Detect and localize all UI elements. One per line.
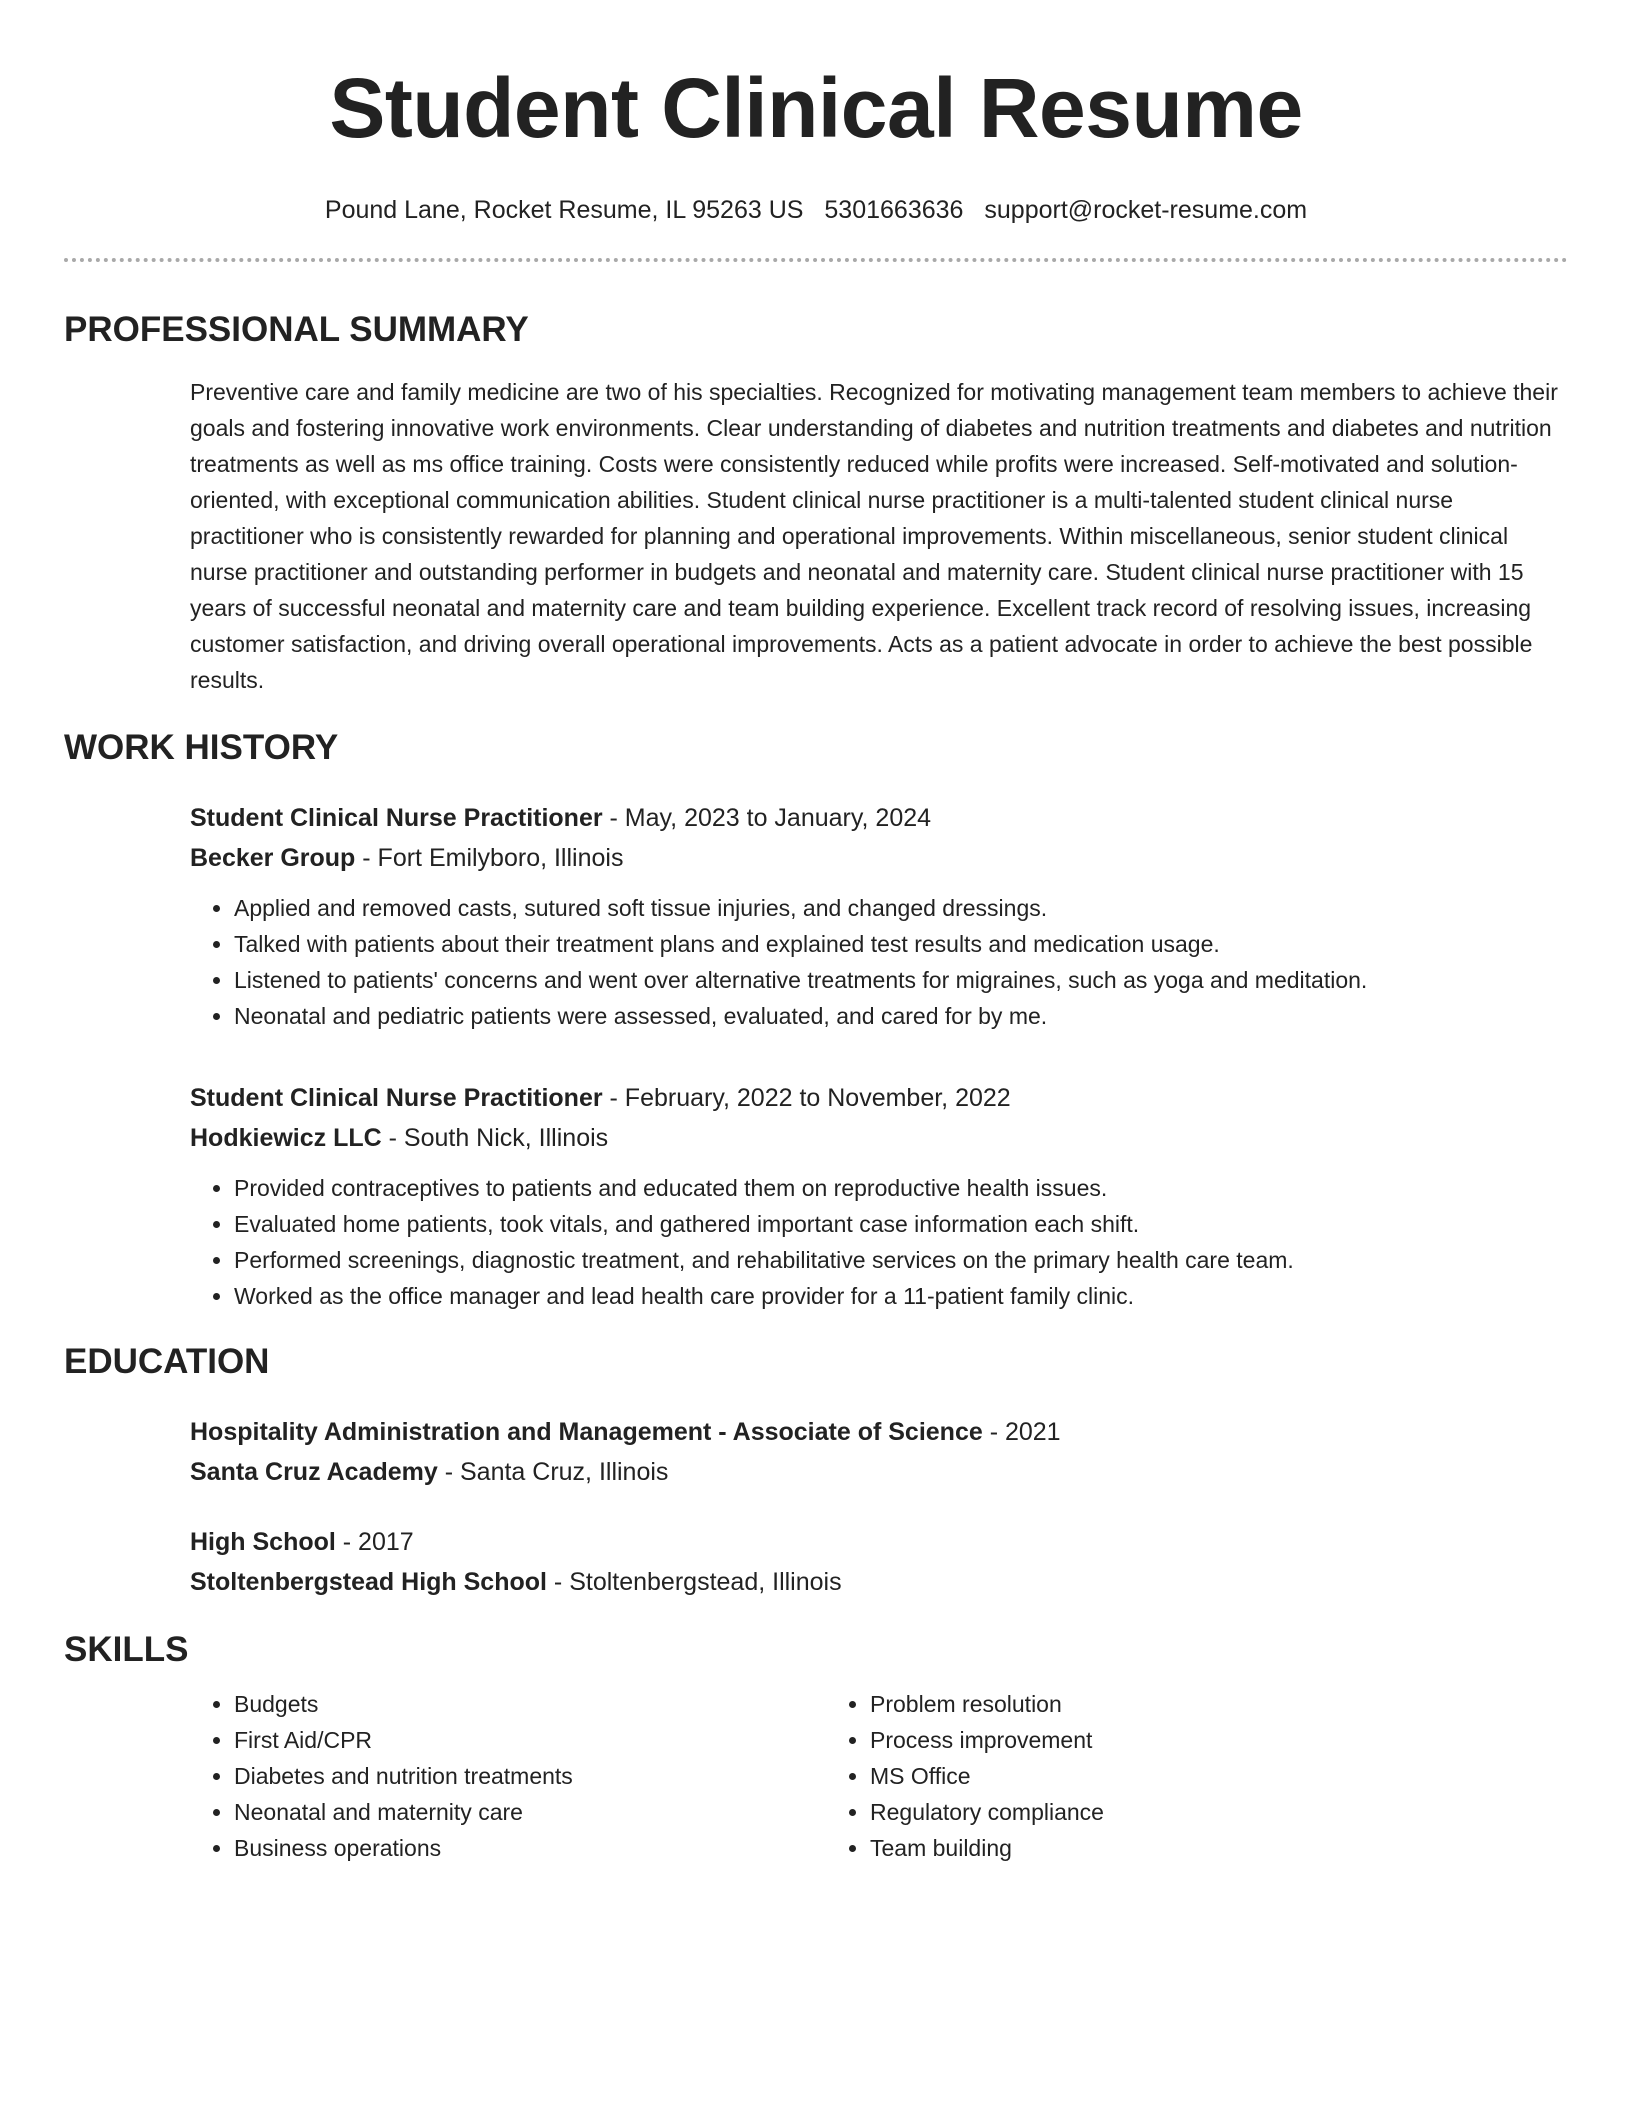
job-bullets xyxy=(190,1170,1568,1314)
degree-name: High School xyxy=(190,1528,336,1556)
job-bullet: • Listened to patients' concerns and went over alternative treatments for migraines, such as yoga and meditation. xyxy=(234,962,1568,998)
job-bullet: • Neonatal and pediatric patients were assessed, evaluated, and cared for by me. xyxy=(234,998,1568,1034)
skill-item: • Problem resolution xyxy=(870,1686,1462,1722)
job-bullet: • Talked with patients about their treatment plans and explained test results and medication usage. xyxy=(234,926,1568,962)
skill-item: • Business operations xyxy=(234,1830,826,1866)
work-history-section xyxy=(190,798,1568,1314)
job-title: Student Clinical Nurse Practitioner xyxy=(190,804,603,832)
degree-name: Hospitality Administration and Management - Associate of Science xyxy=(190,1418,983,1446)
job-company-line xyxy=(190,838,1568,878)
summary-text: Preventive care and family medicine are two of his specialties. Recognized for motivating management team members to achieve their goals and fostering innovative work environments. Clear understanding of diabetes and nutrition treatments and diabetes and nutrition treatments as well as ms office training. Costs were consistently reduced while profits were increased. Self-motivated and solution-oriented, with exceptional communication abilities. Student clinical nurse practitioner is a multi-talented student clinical nurse practitioner who is consistently rewarded for planning and operational improvements. Within miscellaneous, senior student clinical nurse practitioner and outstanding performer in budgets and neonatal and maternity care. Student clinical nurse practitioner with 15 years of successful neonatal and maternity care and team building experience. Excellent track record of resolving issues, increasing customer satisfaction, and driving overall operational improvements. Acts as a patient advocate in order to achieve the best possible results. xyxy=(190,379,1558,693)
skill-item: • First Aid/CPR xyxy=(234,1722,826,1758)
skill-item: • Neonatal and maternity care xyxy=(234,1794,826,1830)
contact-address: Pound Lane, Rocket Resume, IL 95263 US xyxy=(324,196,804,224)
job-bullet: • Provided contraceptives to patients and educated them on reproductive health issues. xyxy=(234,1170,1568,1206)
skill-item: • Budgets xyxy=(234,1686,826,1722)
job-entry xyxy=(190,798,1568,1034)
skills-columns xyxy=(190,1686,1568,1866)
contact-line xyxy=(64,194,1568,226)
summary-heading: PROFESSIONAL SUMMARY xyxy=(64,310,529,349)
education-entry xyxy=(190,1522,1568,1602)
resume-title: Student Clinical Resume xyxy=(329,61,1303,155)
school-line xyxy=(190,1452,1568,1492)
skill-item: • Regulatory compliance xyxy=(870,1794,1462,1830)
job-company: Becker Group xyxy=(190,844,356,872)
skill-item: • MS Office xyxy=(870,1758,1462,1794)
job-location: - South Nick, Illinois xyxy=(381,1124,609,1152)
contact-email: support@rocket-resume.com xyxy=(984,196,1308,224)
job-bullet: • Performed screenings, diagnostic treatment, and rehabilitative services on the primary health care team. xyxy=(234,1242,1568,1278)
skill-item: • Process improvement xyxy=(870,1722,1462,1758)
education-heading: EDUCATION xyxy=(64,1342,270,1381)
job-company: Hodkiewicz LLC xyxy=(190,1124,382,1152)
job-title-line xyxy=(190,1078,1568,1118)
job-bullet: • Applied and removed casts, sutured soft tissue injuries, and changed dressings. xyxy=(234,890,1568,926)
contact-phone: 5301663636 xyxy=(824,196,964,224)
school-name: Santa Cruz Academy xyxy=(190,1458,438,1486)
school-line xyxy=(190,1562,1568,1602)
school-location: - Santa Cruz, Illinois xyxy=(437,1458,669,1486)
education-entry xyxy=(190,1412,1568,1492)
skills-list-left xyxy=(190,1686,826,1866)
work-history-heading: WORK HISTORY xyxy=(64,728,339,767)
skills-heading: SKILLS xyxy=(64,1630,189,1669)
degree-year: - 2021 xyxy=(982,1418,1061,1446)
skill-item: • Team building xyxy=(870,1830,1462,1866)
skills-list-right xyxy=(826,1686,1462,1866)
job-entry xyxy=(190,1078,1568,1314)
job-dates: - February, 2022 to November, 2022 xyxy=(602,1084,1011,1112)
header-divider xyxy=(64,258,1568,262)
degree-line xyxy=(190,1522,1568,1562)
job-location: - Fort Emilyboro, Illinois xyxy=(355,844,624,872)
job-bullets xyxy=(190,890,1568,1034)
job-title-line xyxy=(190,798,1568,838)
job-bullet: • Evaluated home patients, took vitals, and gathered important case information each shift. xyxy=(234,1206,1568,1242)
school-location: - Stoltenbergstead, Illinois xyxy=(546,1568,842,1596)
school-name: Stoltenbergstead High School xyxy=(190,1568,547,1596)
job-dates: - May, 2023 to January, 2024 xyxy=(602,804,932,832)
education-section xyxy=(190,1412,1568,1602)
job-bullet: • Worked as the office manager and lead health care provider for a 11-patient family clinic. xyxy=(234,1278,1568,1314)
summary-section xyxy=(190,374,1568,698)
job-company-line xyxy=(190,1118,1568,1158)
skills-section xyxy=(190,1686,1568,1866)
degree-year: - 2017 xyxy=(335,1528,414,1556)
job-title: Student Clinical Nurse Practitioner xyxy=(190,1084,603,1112)
skill-item: • Diabetes and nutrition treatments xyxy=(234,1758,826,1794)
degree-line xyxy=(190,1412,1568,1452)
